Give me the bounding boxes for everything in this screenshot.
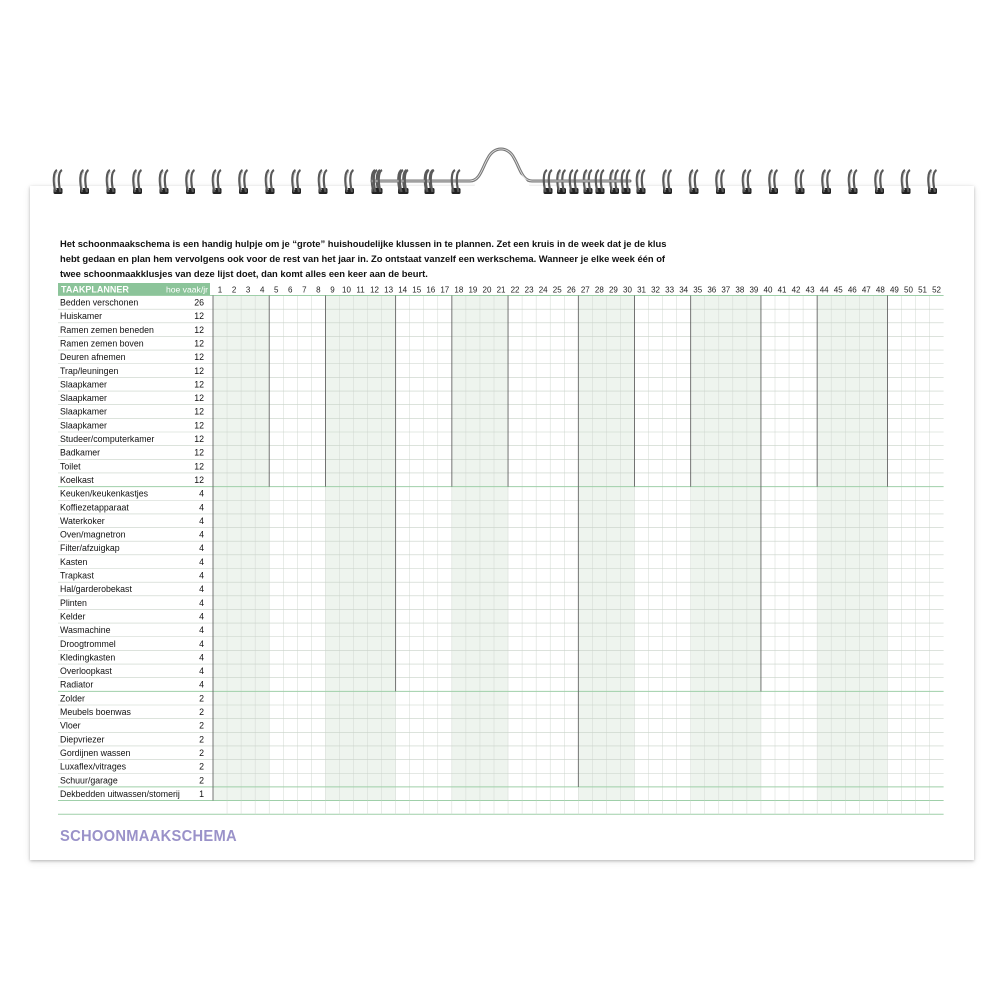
- week-number: 45: [833, 285, 843, 295]
- week-number: 6: [288, 285, 293, 295]
- task-frequency: 4: [199, 652, 204, 663]
- week-number: 41: [777, 285, 787, 295]
- task-name: Oven/magnetron: [60, 529, 126, 540]
- task-name: Schuur/garage: [60, 775, 118, 786]
- task-name: Slaapkamer: [60, 420, 107, 431]
- week-number: 20: [482, 285, 492, 295]
- week-number: 35: [693, 285, 703, 295]
- task-frequency: 12: [194, 324, 204, 335]
- week-number: 1: [217, 285, 223, 295]
- task-name: Kledingkasten: [60, 652, 116, 663]
- task-name: Huiskamer: [60, 311, 103, 322]
- week-number: 4: [259, 285, 265, 295]
- week-number: 43: [805, 285, 815, 295]
- task-frequency: 12: [194, 474, 204, 485]
- task-name: Diepvriezer: [60, 734, 105, 745]
- task-frequency: 2: [199, 720, 204, 731]
- week-number: 46: [847, 285, 857, 295]
- week-number: 5: [273, 285, 279, 295]
- task-frequency: 26: [194, 297, 204, 308]
- task-name: Kelder: [60, 611, 86, 622]
- task-name: Meubels boenwas: [60, 707, 131, 717]
- task-frequency: 12: [194, 379, 204, 390]
- week-number: 3: [245, 285, 251, 295]
- task-name: Droogtrommel: [60, 638, 116, 649]
- task-frequency: 2: [199, 775, 204, 786]
- task-name: Ramen zemen boven: [60, 338, 144, 349]
- week-number: 13: [384, 285, 394, 295]
- week-number: 8: [316, 285, 321, 295]
- task-name: Zolder: [60, 693, 85, 704]
- task-frequency: 4: [199, 502, 204, 513]
- intro-line: hebt gedaan en plan hem vervolgens ook voor de rest van het jaar in. Zo ontstaat vanzelf een werkschema. Wanneer je elke week één of: [60, 253, 666, 264]
- header-task-label: TAAKPLANNER: [61, 284, 129, 295]
- week-number: 27: [580, 285, 590, 295]
- page-title: SCHOONMAAKSCHEMA: [60, 828, 237, 845]
- task-frequency: 12: [194, 365, 204, 376]
- task-frequency: 4: [199, 556, 204, 567]
- week-number: 16: [426, 285, 436, 295]
- task-name: Filter/afzuigkap: [60, 543, 120, 554]
- task-name: Wasmachine: [60, 625, 111, 636]
- week-number: 24: [538, 285, 548, 295]
- week-number: 32: [651, 285, 661, 295]
- week-number: 29: [608, 285, 618, 295]
- week-number: 49: [889, 285, 899, 295]
- task-planner-table: [58, 283, 946, 823]
- week-number: 40: [763, 285, 773, 295]
- task-frequency: 1: [199, 788, 204, 799]
- week-number: 28: [594, 285, 604, 295]
- task-name: Keuken/keukenkastjes: [60, 488, 149, 499]
- task-name: Overloopkast: [60, 666, 112, 677]
- task-name: Koelkast: [60, 474, 94, 485]
- task-frequency: 4: [199, 625, 204, 636]
- week-number: 44: [819, 285, 829, 295]
- task-frequency: 2: [199, 761, 204, 772]
- task-name: Hal/garderobekast: [60, 584, 132, 595]
- task-frequency: 12: [194, 393, 204, 404]
- task-name: Slaapkamer: [60, 393, 107, 404]
- task-frequency: 4: [199, 597, 204, 608]
- task-name: Slaapkamer: [60, 406, 107, 417]
- task-name: Gordijnen wassen: [60, 747, 131, 758]
- week-number: 23: [524, 285, 534, 295]
- week-number: 18: [454, 285, 464, 295]
- header-frequency-label: hoe vaak/jr: [165, 284, 208, 295]
- task-name: Vloer: [60, 720, 81, 731]
- task-frequency: 4: [199, 679, 204, 690]
- task-frequency: 4: [199, 584, 204, 595]
- hanger-wire: [372, 149, 630, 181]
- week-number: 7: [302, 285, 307, 295]
- task-name: Deuren afnemen: [60, 352, 126, 363]
- task-frequency: 2: [199, 707, 204, 717]
- week-number: 30: [623, 285, 632, 295]
- week-number: 25: [552, 285, 562, 295]
- task-name: Plinten: [60, 597, 87, 608]
- task-frequency: 12: [194, 447, 204, 458]
- task-name: Ramen zemen beneden: [60, 324, 154, 335]
- week-number: 22: [510, 285, 520, 295]
- week-number: 37: [721, 285, 731, 295]
- task-frequency: 2: [199, 734, 204, 745]
- task-name: Trap/leuningen: [60, 365, 119, 376]
- task-frequency: 4: [199, 611, 204, 622]
- task-name: Studeer/computerkamer: [60, 434, 155, 444]
- task-frequency: 12: [194, 461, 204, 472]
- task-name: Waterkoker: [60, 515, 105, 526]
- week-number: 39: [749, 285, 759, 295]
- week-number: 17: [440, 285, 450, 295]
- task-name: Slaapkamer: [60, 379, 107, 390]
- week-number: 12: [370, 285, 380, 295]
- week-number: 50: [904, 285, 913, 295]
- task-name: Luxaflex/vitrages: [60, 761, 127, 772]
- week-number: 36: [707, 285, 717, 295]
- task-name: Koffiezetapparaat: [60, 502, 129, 513]
- week-number: 33: [665, 285, 675, 295]
- week-number: 2: [231, 285, 237, 295]
- task-frequency: 4: [199, 570, 204, 581]
- week-number: 47: [861, 285, 871, 295]
- week-number: 9: [330, 285, 335, 295]
- intro-line: Het schoonmaakschema is een handig hulpje om je “grote” huishoudelijke klussen in te plannen. Zet een kruis in de week dat je de klus: [60, 238, 667, 249]
- week-number: 14: [398, 285, 408, 295]
- task-frequency: 12: [194, 352, 204, 363]
- week-number: 42: [791, 285, 801, 295]
- task-frequency: 4: [199, 638, 204, 649]
- task-frequency: 4: [199, 543, 204, 554]
- task-frequency: 4: [199, 529, 204, 540]
- task-frequency: 12: [194, 434, 204, 444]
- task-frequency: 4: [199, 488, 204, 499]
- task-frequency: 4: [199, 666, 204, 677]
- task-frequency: 4: [199, 515, 204, 526]
- week-number: 11: [356, 285, 365, 295]
- week-number: 19: [468, 285, 478, 295]
- week-number: 52: [932, 285, 942, 295]
- task-name: Badkamer: [60, 447, 101, 458]
- intro-line: twee schoonmaakklusjes van deze lijst doet, dan komt alles een keer aan de beurt.: [60, 268, 428, 279]
- week-number: 38: [735, 285, 745, 295]
- week-number: 51: [918, 285, 927, 295]
- week-number: 31: [637, 285, 646, 295]
- week-number: 10: [342, 285, 351, 295]
- task-frequency: 2: [199, 747, 204, 758]
- week-number: 26: [566, 285, 576, 295]
- task-frequency: 2: [199, 693, 204, 704]
- task-name: Trapkast: [60, 570, 94, 581]
- week-number: 21: [496, 285, 506, 295]
- task-name: Bedden verschonen: [60, 297, 139, 308]
- task-frequency: 12: [194, 420, 204, 431]
- task-name: Dekbedden uitwassen/stomerij: [60, 788, 180, 799]
- week-number: 15: [412, 285, 422, 295]
- task-name: Toilet: [60, 461, 81, 472]
- task-name: Kasten: [60, 556, 88, 567]
- task-name: Radiator: [60, 679, 94, 690]
- intro-paragraph: [60, 236, 946, 281]
- task-frequency: 12: [194, 311, 204, 322]
- task-frequency: 12: [194, 338, 204, 349]
- task-frequency: 12: [194, 406, 204, 417]
- week-number: 34: [679, 285, 689, 295]
- week-number: 48: [875, 285, 885, 295]
